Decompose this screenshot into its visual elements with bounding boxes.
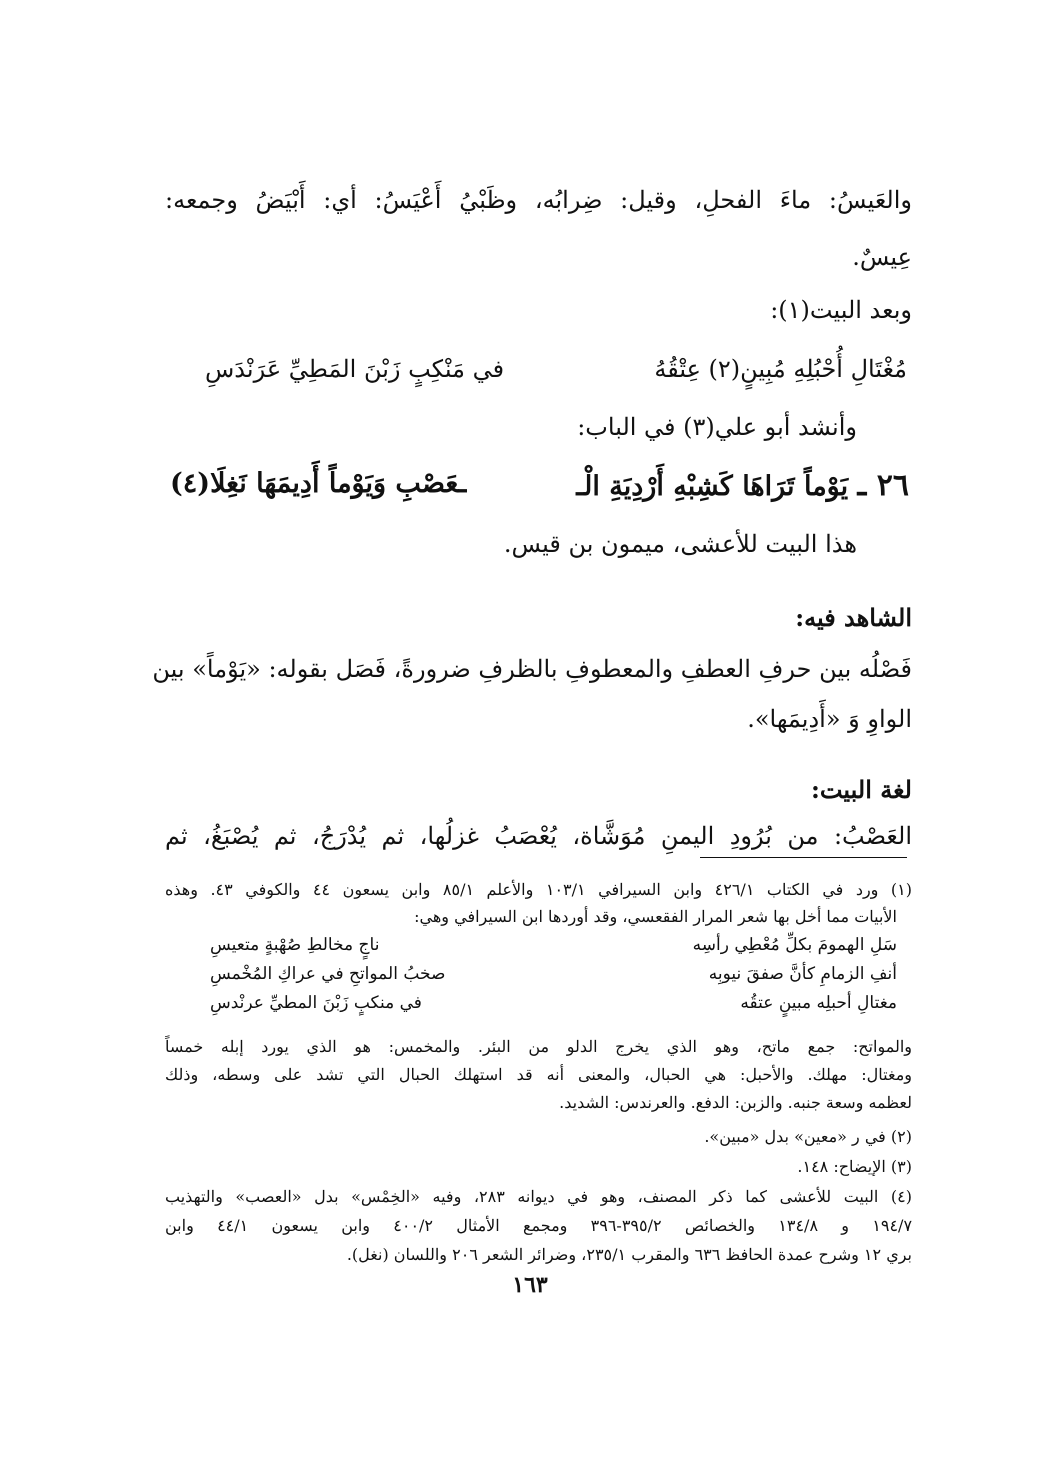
footnote-2: (٢) في ر «معين» بدل «مبين». — [704, 1127, 912, 1146]
after-verse-intro: وبعد البيت(١): — [770, 296, 912, 324]
footnote-1-gloss-3: لعظمه وسعة جنبه. والزبن: الدفع. والعرندس: الشديد. — [559, 1093, 912, 1112]
footnote-verse-first: أنفِ الزمامِ كأنَّ صفقَ نيوبِه — [708, 964, 897, 984]
verse-number: ٢٦ ـ — [857, 468, 909, 503]
lexicon-heading: لغة البيت: — [810, 775, 912, 804]
definition-line-2: عِيسٌ. — [852, 243, 912, 271]
verse-26-first-hemistich: يَوْماً تَرَاهَا كَشِبْهِ أَرْدِيَةِ الْـ — [576, 471, 849, 502]
footnote-4-line-3: بري ١٢ وشرح عمدة الحافظ ٦٣٦ والمقرب ٢٣٥/١، وضرائر الشعر ٢٠٦ واللسان (نغل). — [346, 1245, 912, 1264]
footnote-verse-first: مغتالِ أحبلِه مبينٍ عتقُه — [740, 993, 897, 1013]
footnote-1-line-2: الأبيات مما أخل بها شعر المرار الفقعسي، وقد أوردها ابن السيرافي وهي: — [414, 907, 897, 926]
witness-line-1: فَصْلُه بين حرفِ العطفِ والمعطوفِ بالظرفِ ضرورةً، فَصَل بقوله: «يَوْماً» بين — [152, 655, 912, 683]
page-number: ١٦٣ — [512, 1272, 548, 1298]
witness-heading: الشاهد فيه: — [795, 603, 912, 632]
footnote-verse-second: ناجٍ مخالطِ صُهْبةٍ متعيسِ — [210, 935, 380, 955]
verse-26-second-hemistich: ـعَصْبِ وَيَوْماً أَدِيمَهَا نَغِلَا(٤) — [170, 468, 467, 499]
footnote-verse — [210, 935, 897, 955]
footnote-verse-second: صخبُ المواتحِ في عراكِ المُخْمسِ — [210, 964, 446, 984]
definition-line-1: والعَيسُ: ماءَ الفحلِ، وقيل: ضِرابُه، وظَبْيُ أَعْيَسُ: أي: أَبْيَضُ وجمعه: — [165, 186, 912, 214]
footnote-4-line-1: (٤) البيت للأعشى كما ذكر المصنف، وهو في ديوانه ٢٨٣، وفيه «الخِمْس» بدل «العصب» والتهذيب — [165, 1187, 913, 1206]
abu-ali-intro: وأنشد أبو علي(٣) في الباب: — [577, 413, 857, 441]
footnote-1-gloss-2: ومغتال: مهلك. والأحبل: هي الحبال، والمعنى أنه قد استهلك الحبال التي تشد على وسطه، وذلك — [165, 1065, 913, 1084]
footnote-1-gloss-1: والمواتح: جمع ماتح، وهو الذي يخرج الدلو من البئر. والمخمس: هو الذي يورد إبله خمساً — [165, 1037, 912, 1056]
footnote-1-line-1: (١) ورد في الكتاب ٤٢٦/١ وابن السيرافي ١٠٣/١ والأعلم ٨٥/١ وابن يسعون ٤٤ والكوفي ٤٣. وهذه — [165, 880, 913, 899]
footnote-verse-first: سَلِ الهمومَ بكلِّ مُعْطِي رأسِه — [692, 935, 897, 955]
verse-26 — [170, 468, 909, 503]
verse-second-hemistich: في مَنْكِبٍ زَبْنَ المَطِيِّ عَرَنْدَسِ — [205, 355, 505, 383]
attribution: هذا البيت للأعشى، ميمون بن قيس. — [503, 530, 857, 558]
footnote-separator — [700, 857, 907, 858]
footnote-verse — [210, 993, 897, 1013]
footnote-3: (٣) الإيضاح: ١٤٨. — [797, 1157, 912, 1176]
footnote-verse — [210, 964, 897, 984]
lexicon-line-1: العَصْبُ: من بُرُودِ اليمنِ مُوَشَّاة، يُعْصَبُ غزلُها، ثم يُدْرَجُ، ثم يُصْبَغُ، ثم — [165, 822, 912, 850]
witness-line-2: الواوِ وَ «أَدِيمَها». — [747, 705, 912, 733]
footnote-4-line-2: ١٩٤/٧ و ١٣٤/٨ والخصائص ٣٩٥/٢-٣٩٦ ومجمع الأمثال ٤٠٠/٢ وابن يسعون ٤٤/١ وابن — [165, 1216, 913, 1235]
footnote-verse-second: في منكبٍ زَبْنَ المطيِّ عرنْدسِ — [210, 993, 422, 1013]
verse-first-hemistich: مُغْتَالِ أُحْبُلِهِ مُبِينٍ(٢) عِتْقُهُ — [654, 355, 907, 383]
verse-line — [205, 355, 907, 383]
